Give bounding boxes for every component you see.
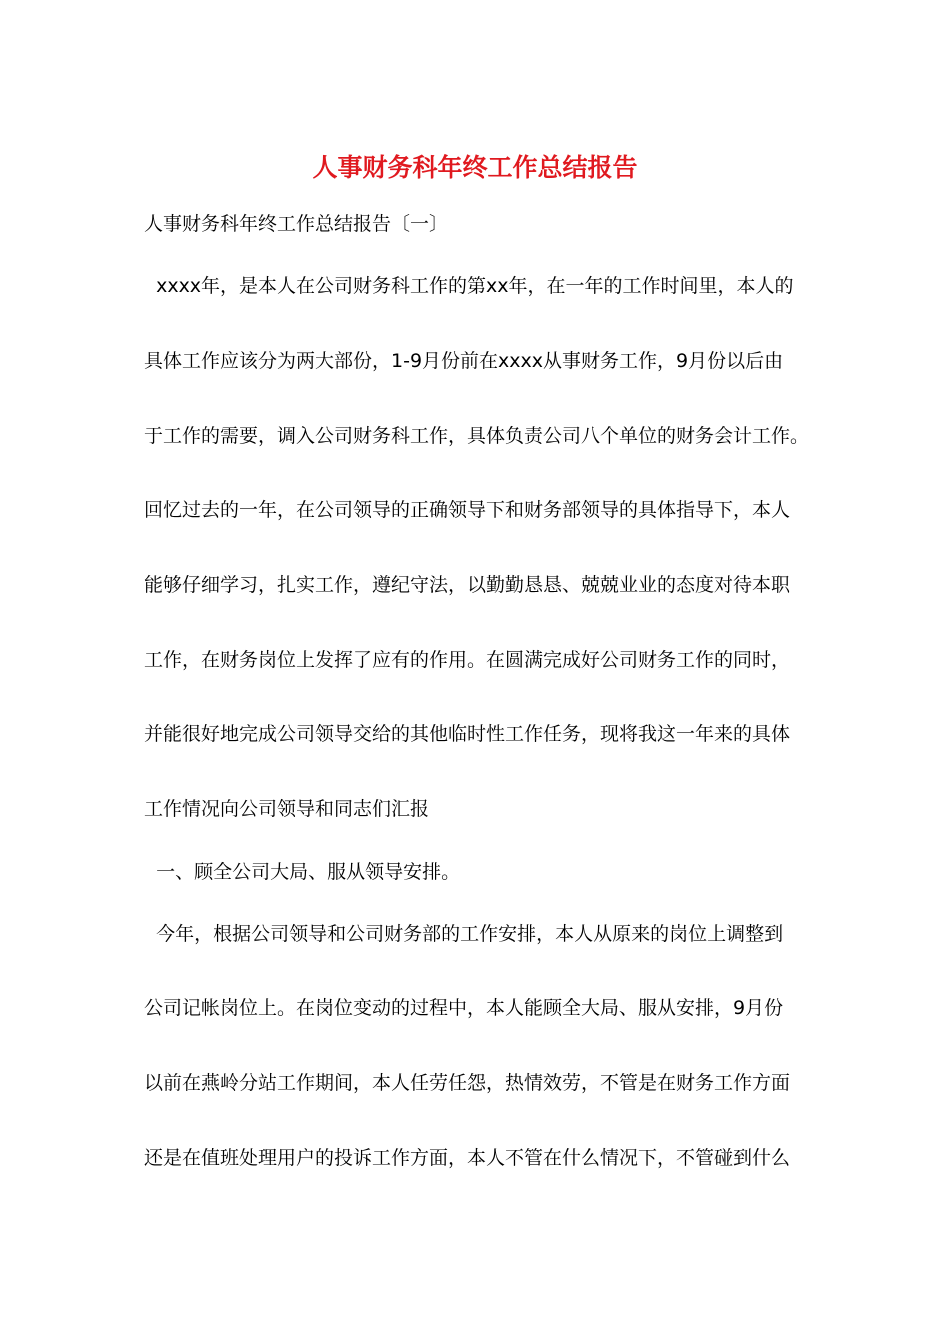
section-heading-1: 一、顾全公司大局、服从领导安排。: [144, 861, 461, 883]
body-line-5: 能够仔细学习，扎实工作，遵纪守法，以勤勤恳恳、兢兢业业的态度对待本职: [144, 574, 791, 596]
body-line-9: 今年，根据公司领导和公司财务部的工作安排，本人从原来的岗位上调整到: [144, 923, 784, 945]
body-line-7: 并能很好地完成公司领导交给的其他临时性工作任务，现将我这一年来的具体: [144, 723, 791, 745]
body-line-4: 回忆过去的一年，在公司领导的正确领导下和财务部领导的具体指导下，本人: [144, 499, 791, 521]
body-line-3: 于工作的需要，调入公司财务科工作，具体负责公司八个单位的财务会计工作。: [144, 425, 810, 447]
body-line-1: xxxx年，是本人在公司财务科工作的第xx年，在一年的工作时间里，本人的: [144, 275, 794, 297]
section-heading: 人事财务科年终工作总结报告〔一〕: [144, 213, 449, 235]
body-line-10: 公司记帐岗位上。在岗位变动的过程中，本人能顾全大局、服从安排，9月份: [144, 997, 784, 1019]
body-line-12: 还是在值班处理用户的投诉工作方面，本人不管在什么情况下，不管碰到什么: [144, 1147, 791, 1169]
document-title: 人事财务科年终工作总结报告: [312, 153, 638, 182]
body-line-2: 具体工作应该分为两大部份，1-9月份前在xxxx从事财务工作，9月份以后由: [144, 350, 784, 372]
body-line-11: 以前在燕岭分站工作期间，本人任劳任怨，热情效劳，不管是在财务工作方面: [144, 1072, 791, 1094]
body-line-6: 工作，在财务岗位上发挥了应有的作用。在圆满完成好公司财务工作的同时，: [144, 649, 791, 671]
body-line-8: 工作情况向公司领导和同志们汇报: [144, 798, 430, 820]
